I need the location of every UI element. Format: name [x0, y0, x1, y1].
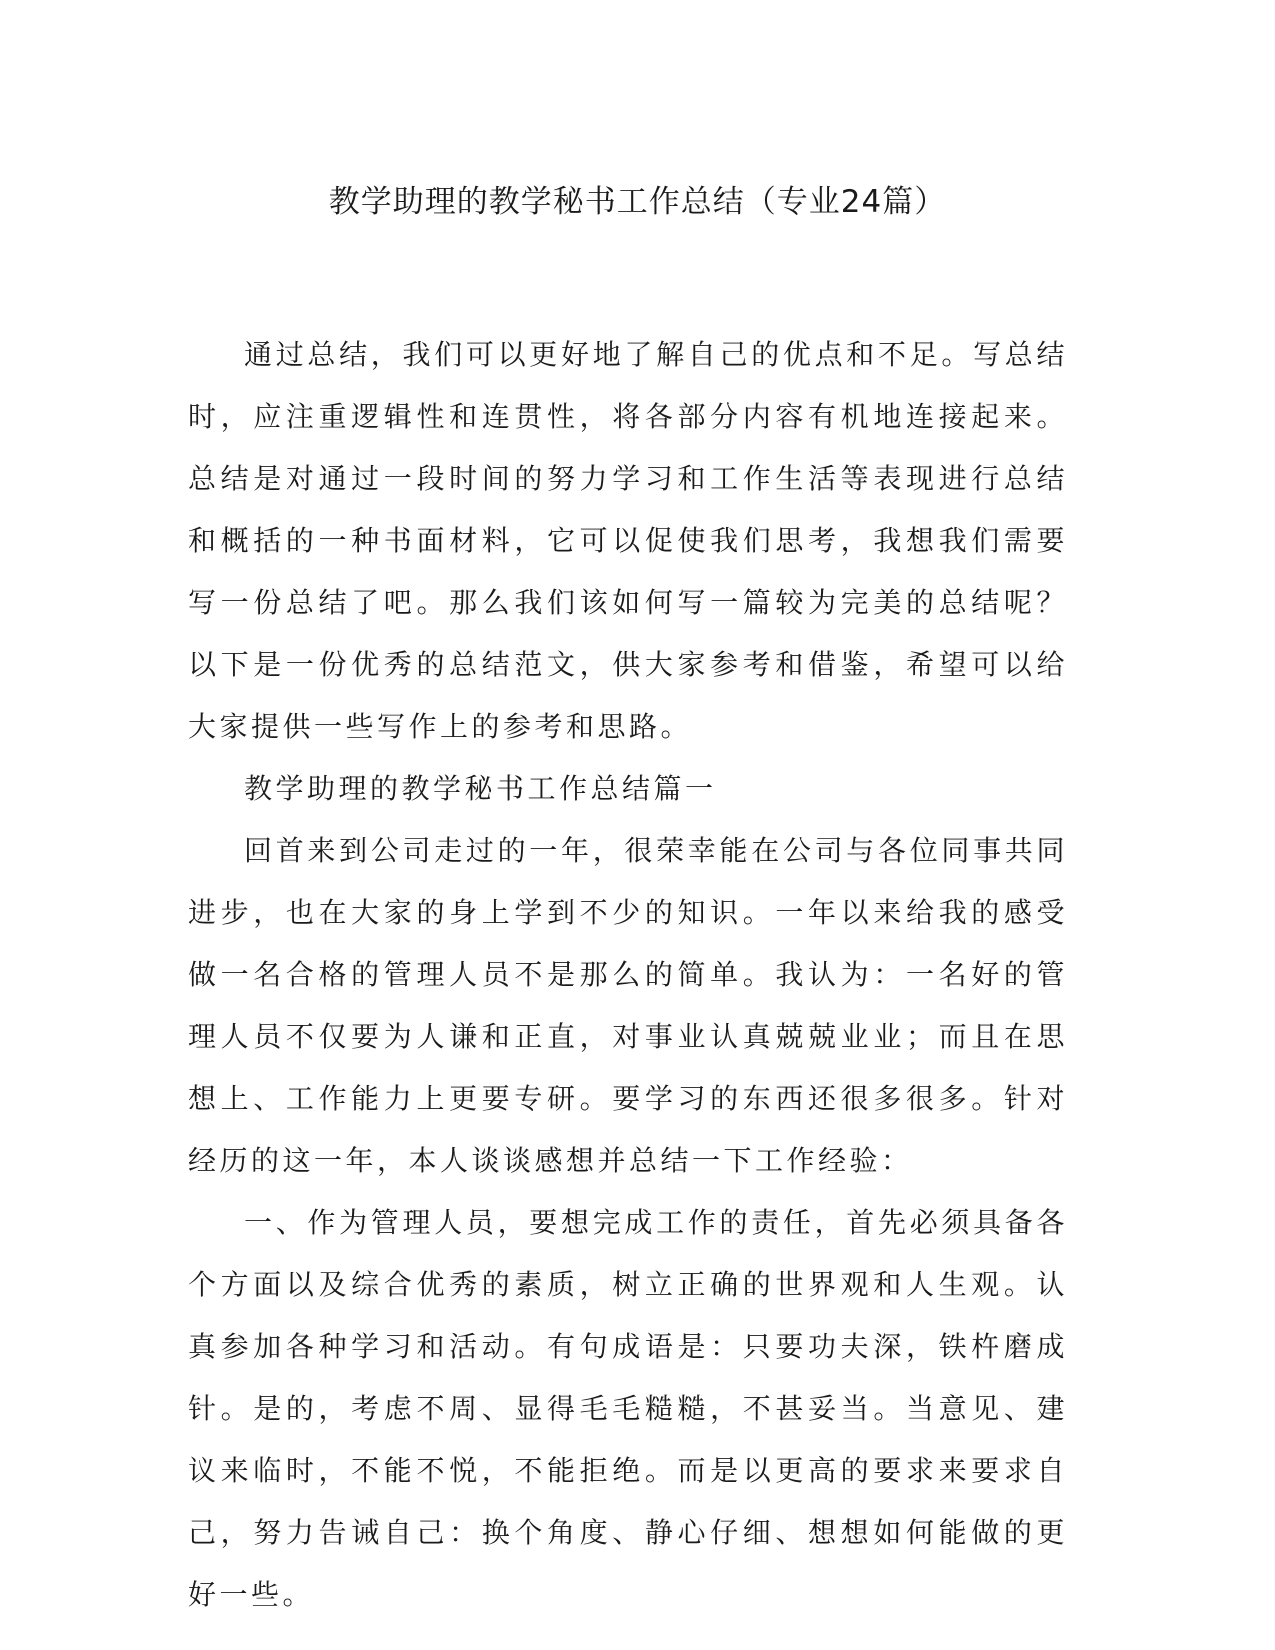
document-body	[188, 324, 1068, 1626]
document-title: 教学助理的教学秘书工作总结（专业24篇）	[328, 184, 947, 220]
section-heading: 教学助理的教学秘书工作总结篇一	[244, 772, 717, 805]
intro-paragraph: 通过总结，我们可以更好地了解自己的优点和不足。写总结时，应注重逻辑性和连贯性，将各部分内容有机地连接起来。总结是对通过一段时间的努力学习和工作生活等表现进行总结和概括的一种书面材料，它可以促使我们思考，我想我们需要写一份总结了吧。那么我们该如何写一篇较为完美的总结呢？以下是一份优秀的总结范文，供大家参考和借鉴，希望可以给大家提供一些写作上的参考和思路。	[188, 338, 1068, 743]
body-paragraph: 一、作为管理人员，要想完成工作的责任，首先必须具备各个方面以及综合优秀的素质，树立正确的世界观和人生观。认真参加各种学习和活动。有句成语是：只要功夫深，铁杵磨成针。是的，考虑不周、显得毛毛糙糙，不甚妥当。当意见、建议来临时，不能不悦，不能拒绝。而是以更高的要求来要求自己，努力告诫自己：换个角度、静心仔细、想想如何能做的更好一些。	[188, 1206, 1068, 1611]
body-paragraph: 回首来到公司走过的一年，很荣幸能在公司与各位同事共同进步，也在大家的身上学到不少的知识。一年以来给我的感受做一名合格的管理人员不是那么的简单。我认为：一名好的管理人员不仅要为人谦和正直，对事业认真兢兢业业；而且在思想上、工作能力上更要专研。要学习的东西还很多很多。针对经历的这一年，本人谈谈感想并总结一下工作经验：	[188, 834, 1068, 1177]
